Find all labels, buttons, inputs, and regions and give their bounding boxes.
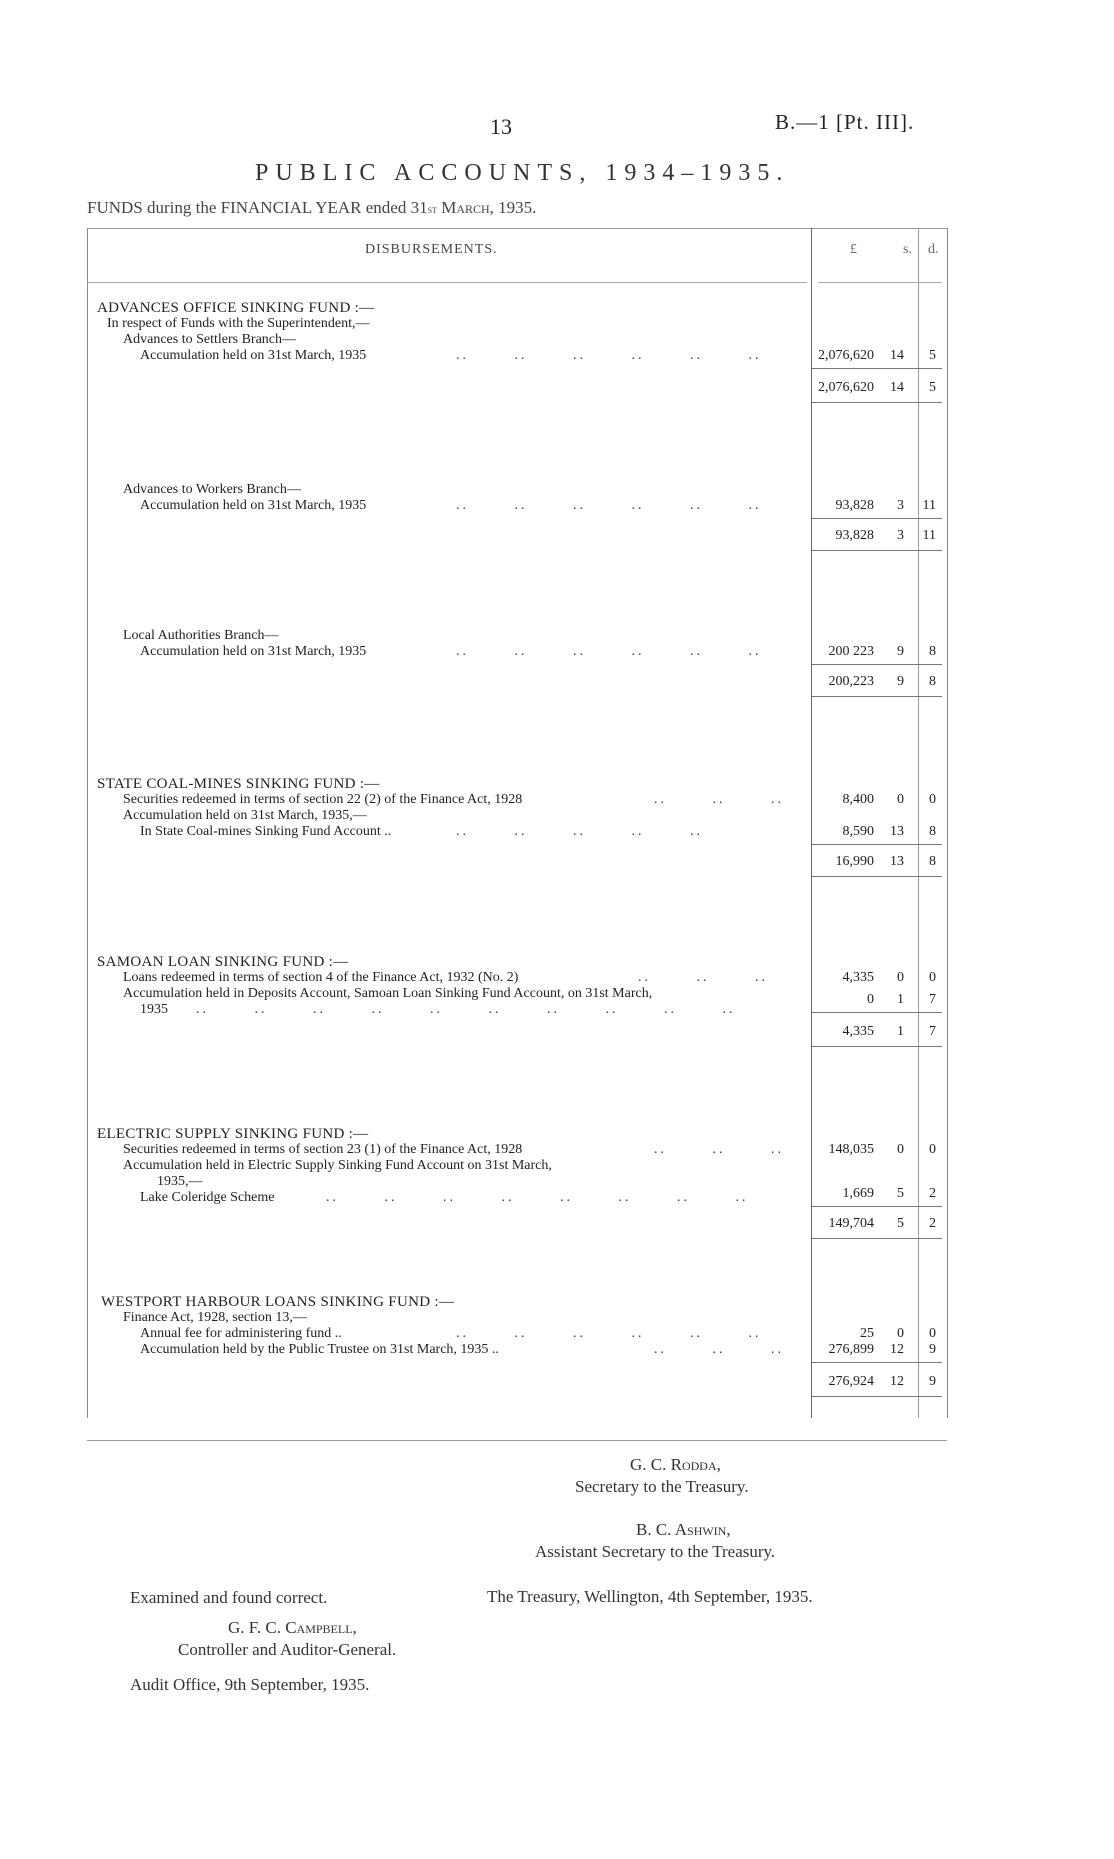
samoan-total-rule <box>812 1044 942 1047</box>
samoan-line1: Loans redeemed in terms of section 4 of the Finance Act, 1932 (No. 2) <box>123 970 519 985</box>
workers-amount-shillings: 3 <box>897 498 904 513</box>
samoan-total-shillings: 1 <box>897 1024 904 1039</box>
column-header-pounds: £ <box>850 242 857 257</box>
samoan-line3: 1935 <box>140 1002 168 1017</box>
local-total-pence: 8 <box>929 674 936 689</box>
leader-dots: .. .. .. <box>654 1342 784 1357</box>
samoan-line3-pence: 7 <box>929 992 936 1007</box>
leader-dots: .. .. .. <box>654 792 784 807</box>
settlers-amount-pence: 5 <box>929 348 936 363</box>
page-title: PUBLIC ACCOUNTS, 1934–1935. <box>255 160 790 186</box>
coal-total-pence: 8 <box>929 854 936 869</box>
workers-amount-pounds: 93,828 <box>835 498 874 513</box>
coal-heading: STATE COAL-MINES SINKING FUND :— <box>97 776 380 792</box>
samoan-total-pounds: 4,335 <box>842 1024 874 1039</box>
westport-line2: Annual fee for administering fund .. <box>140 1326 342 1341</box>
samoan-line1-shillings: 0 <box>897 970 904 985</box>
westport-subtotal-rule <box>812 1362 942 1363</box>
document-reference: B.—1 [Pt. III]. <box>775 110 915 134</box>
table-right-border <box>947 228 948 1418</box>
electric-total-pounds: 149,704 <box>828 1216 874 1231</box>
workers-total-pounds: 93,828 <box>835 528 874 543</box>
coal-total-rule <box>812 874 942 877</box>
examined-statement: Examined and found correct. <box>130 1588 328 1607</box>
local-total-shillings: 9 <box>897 674 904 689</box>
audit-date: Audit Office, 9th September, 1935. <box>130 1675 370 1694</box>
leader-dots: .. .. .. <box>654 1142 784 1157</box>
workers-subtotal-rule <box>812 518 942 519</box>
campbell-name-text: G. F. C. Campbell, <box>228 1618 357 1637</box>
settlers-total-rule <box>812 400 942 403</box>
electric-line1-pence: 0 <box>929 1142 936 1157</box>
column-header-pence: d. <box>928 242 939 257</box>
electric-line1-shillings: 0 <box>897 1142 904 1157</box>
westport-heading: WESTPORT HARBOUR LOANS SINKING FUND :— <box>101 1294 455 1310</box>
money-header-rule <box>818 282 942 283</box>
samoan-line3-shillings: 1 <box>897 992 904 1007</box>
leader-dots: .. .. .. <box>638 970 768 985</box>
leader-dots: .. .. .. .. .. <box>456 824 703 839</box>
rodda-name-text: G. C. Rodda, <box>630 1455 721 1474</box>
table-bottom-rule <box>87 1440 947 1441</box>
coal-line2: Accumulation held on 31st March, 1935,— <box>123 808 367 823</box>
samoan-line3-pounds: 0 <box>867 992 874 1007</box>
leader-dots: .. .. .. .. .. .. .. .. <box>326 1190 749 1205</box>
electric-line1-pounds: 148,035 <box>828 1142 874 1157</box>
leader-dots: .. .. .. .. .. .. <box>456 644 762 659</box>
coal-line3: In State Coal-mines Sinking Fund Account .. <box>140 824 392 839</box>
subtitle-ordinal: st <box>427 202 437 216</box>
coal-total-pounds: 16,990 <box>835 854 874 869</box>
leader-dots: .. .. .. .. .. .. .. .. .. .. <box>196 1002 736 1017</box>
column-header-disbursements: DISBURSEMENTS. <box>365 242 498 257</box>
leader-dots: .. .. .. .. .. .. <box>456 1326 762 1341</box>
electric-line4-shillings: 5 <box>897 1186 904 1201</box>
electric-total-shillings: 5 <box>897 1216 904 1231</box>
westport-line3-pence: 9 <box>929 1342 936 1357</box>
settlers-amount-pounds: 2,076,620 <box>818 348 874 363</box>
local-accum-label: Accumulation held on 31st March, 1935 <box>140 644 367 659</box>
local-amount-pounds: 200 223 <box>828 644 874 659</box>
samoan-total-pence: 7 <box>929 1024 936 1039</box>
header-rule <box>87 282 807 283</box>
samoan-subtotal-rule <box>812 1012 942 1013</box>
westport-line1: Finance Act, 1928, section 13,— <box>123 1310 307 1325</box>
coal-total-shillings: 13 <box>890 854 904 869</box>
settlers-amount-shillings: 14 <box>890 348 904 363</box>
settlers-branch-label: Advances to Settlers Branch— <box>123 332 297 347</box>
workers-accum-label: Accumulation held on 31st March, 1935 <box>140 498 367 513</box>
westport-line3-pounds: 276,899 <box>828 1342 874 1357</box>
local-amount-pence: 8 <box>929 644 936 659</box>
subtitle-text: FUNDS during the FINANCIAL YEAR ended 31 <box>87 198 428 217</box>
electric-total-pence: 2 <box>929 1216 936 1231</box>
westport-line3: Accumulation held by the Public Trustee on 31st March, 1935 .. <box>140 1342 499 1357</box>
coal-line1-pence: 0 <box>929 792 936 807</box>
electric-line4-pounds: 1,669 <box>842 1186 874 1201</box>
settlers-total-shillings: 14 <box>890 380 904 395</box>
workers-total-pence: 11 <box>922 528 936 543</box>
westport-total-pence: 9 <box>929 1374 936 1389</box>
electric-heading: ELECTRIC SUPPLY SINKING FUND :— <box>97 1126 369 1142</box>
campbell-title: Controller and Auditor-General. <box>178 1640 397 1659</box>
westport-line2-pence: 0 <box>929 1326 936 1341</box>
settlers-total-pounds: 2,076,620 <box>818 380 874 395</box>
westport-line2-pounds: 25 <box>860 1326 874 1341</box>
settlers-accum-label: Accumulation held on 31st March, 1935 <box>140 348 367 363</box>
advances-heading: ADVANCES OFFICE SINKING FUND :— <box>97 300 375 316</box>
workers-total-rule <box>812 548 942 551</box>
coal-line3-shillings: 13 <box>890 824 904 839</box>
electric-line2: Accumulation held in Electric Supply Sinking Fund Account on 31st March, <box>123 1158 552 1173</box>
advances-line1: In respect of Funds with the Superintendent,— <box>107 316 370 331</box>
pence-column-divider <box>918 228 919 1418</box>
page-subtitle <box>87 198 536 218</box>
coal-line3-pence: 8 <box>929 824 936 839</box>
page-number: 13 <box>490 114 512 139</box>
electric-line4: Lake Coleridge Scheme <box>140 1190 275 1205</box>
table-top-rule <box>87 228 947 229</box>
samoan-heading: SAMOAN LOAN SINKING FUND :— <box>97 954 349 970</box>
westport-total-rule <box>812 1394 942 1397</box>
ashwin-name-text: B. C. Ashwin, <box>636 1520 731 1539</box>
westport-total-pounds: 276,924 <box>828 1374 874 1389</box>
workers-branch-label: Advances to Workers Branch— <box>123 482 301 497</box>
settlers-total-pence: 5 <box>929 380 936 395</box>
treasury-date: The Treasury, Wellington, 4th September, 1935. <box>487 1587 813 1606</box>
coal-line1-pounds: 8,400 <box>842 792 874 807</box>
column-header-shillings: s. <box>903 242 912 257</box>
ashwin-name <box>636 1520 731 1540</box>
westport-line2-shillings: 0 <box>897 1326 904 1341</box>
electric-line4-pence: 2 <box>929 1186 936 1201</box>
electric-subtotal-rule <box>812 1206 942 1207</box>
local-amount-shillings: 9 <box>897 644 904 659</box>
leader-dots: .. .. .. .. .. .. <box>456 348 762 363</box>
coal-subtotal-rule <box>812 844 942 845</box>
rodda-name <box>630 1455 721 1475</box>
westport-line3-shillings: 12 <box>890 1342 904 1357</box>
settlers-subtotal-rule <box>812 368 942 369</box>
campbell-name <box>228 1618 357 1638</box>
ashwin-title: Assistant Secretary to the Treasury. <box>535 1542 776 1561</box>
workers-total-shillings: 3 <box>897 528 904 543</box>
local-subtotal-rule <box>812 664 942 665</box>
coal-line1: Securities redeemed in terms of section 22 (2) of the Finance Act, 1928 <box>123 792 523 807</box>
money-column-divider <box>811 228 812 1418</box>
local-total-rule <box>812 694 942 697</box>
coal-line3-pounds: 8,590 <box>842 824 874 839</box>
electric-line3: 1935,— <box>157 1174 203 1189</box>
samoan-line1-pounds: 4,335 <box>842 970 874 985</box>
westport-total-shillings: 12 <box>890 1374 904 1389</box>
electric-line1: Securities redeemed in terms of section 23 (1) of the Finance Act, 1928 <box>123 1142 523 1157</box>
electric-total-rule <box>812 1236 942 1239</box>
samoan-line1-pence: 0 <box>929 970 936 985</box>
local-branch-label: Local Authorities Branch— <box>123 628 279 643</box>
leader-dots: .. .. .. .. .. .. <box>456 498 762 513</box>
subtitle-month: March, 1935. <box>436 198 537 217</box>
rodda-title: Secretary to the Treasury. <box>575 1477 749 1496</box>
local-total-pounds: 200,223 <box>828 674 874 689</box>
workers-amount-pence: 11 <box>922 498 936 513</box>
samoan-line2: Accumulation held in Deposits Account, Samoan Loan Sinking Fund Account, on 31st March, <box>123 986 653 1001</box>
table-left-border <box>87 228 88 1418</box>
coal-line1-shillings: 0 <box>897 792 904 807</box>
